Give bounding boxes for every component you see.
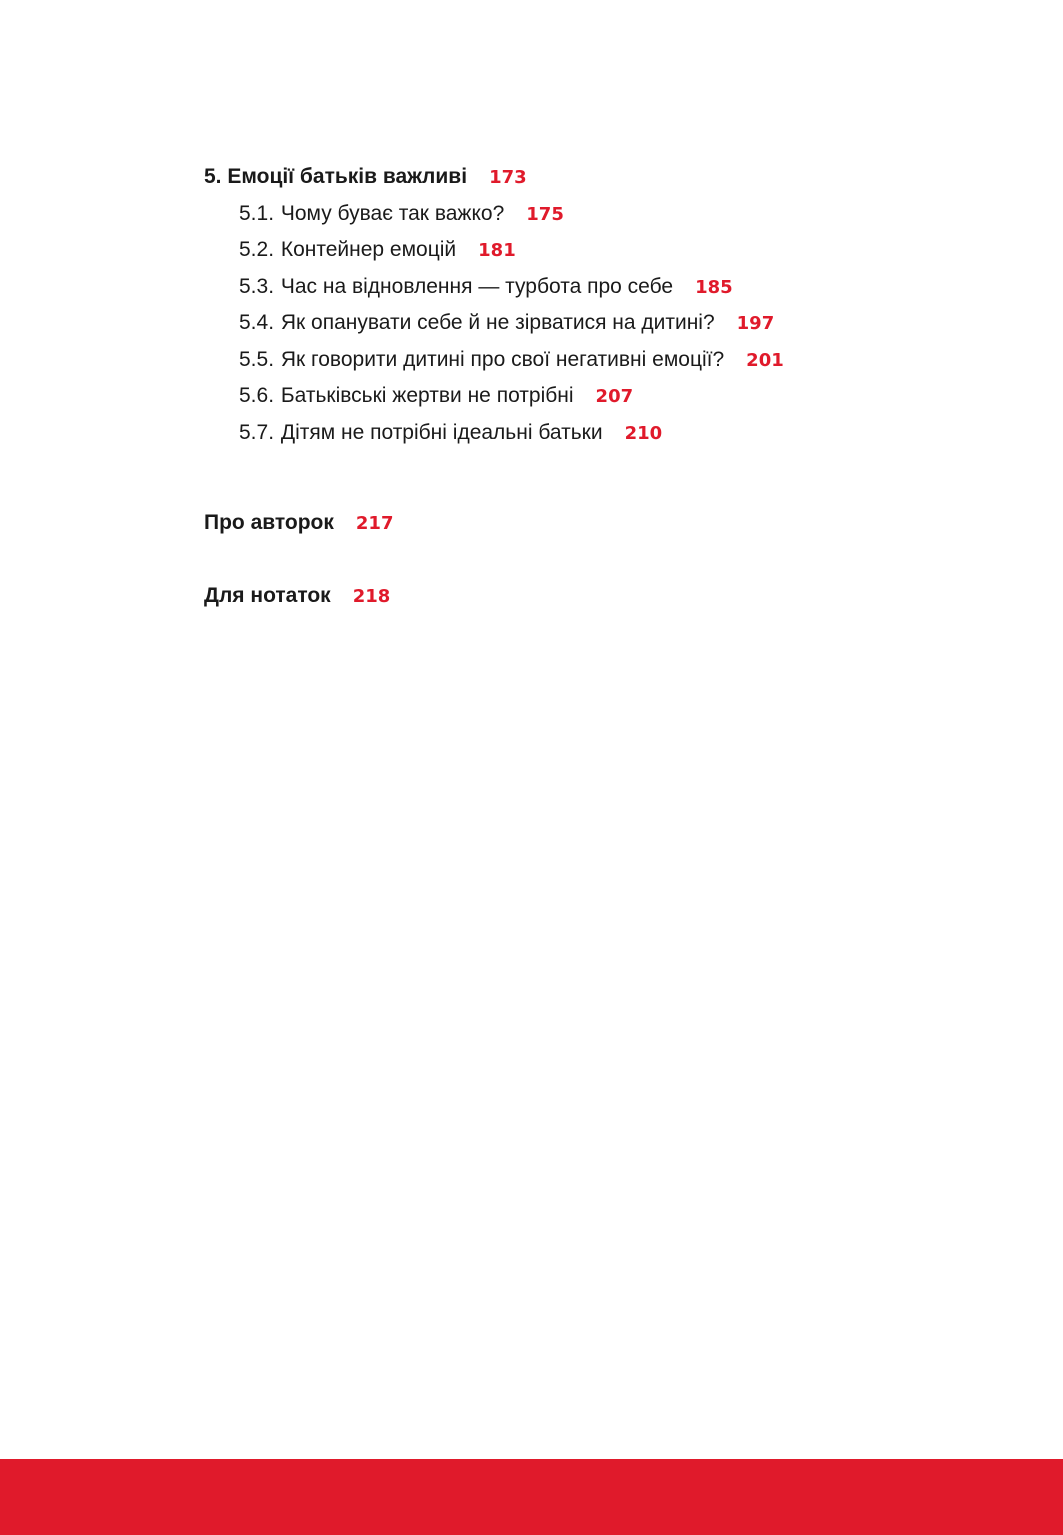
section-notes[interactable] xyxy=(204,581,390,612)
footer-red-band xyxy=(0,1459,1063,1535)
toc-item-page-number: 201 xyxy=(746,350,784,371)
chapter-entry[interactable] xyxy=(204,162,527,193)
toc-item-page-number: 181 xyxy=(478,240,516,261)
toc-item-number: 5.7. xyxy=(239,421,275,444)
toc-item-page-number: 175 xyxy=(526,204,564,225)
section-page-number: 218 xyxy=(352,586,391,607)
toc-item-5-7[interactable] xyxy=(239,418,662,449)
toc-item-5-2[interactable] xyxy=(239,235,516,266)
toc-item-title: Дітям не потрібні ідеальні батьки xyxy=(280,421,603,444)
toc-item-5-6[interactable] xyxy=(239,381,633,412)
toc-item-title: Контейнер емоцій xyxy=(280,238,457,261)
toc-item-number: 5.2. xyxy=(239,238,275,261)
toc-item-5-5[interactable] xyxy=(239,345,784,376)
toc-item-number: 5.3. xyxy=(239,275,275,298)
toc-item-5-3[interactable] xyxy=(239,272,733,303)
chapter-page-number: 173 xyxy=(489,167,527,188)
toc-item-number: 5.4. xyxy=(239,311,275,334)
section-page-number: 217 xyxy=(355,513,394,534)
toc-item-number: 5.1. xyxy=(239,202,275,225)
chapter-title: 5. Емоції батьків важливі xyxy=(204,165,468,188)
toc-item-title: Як опанувати себе й не зірватися на дитині? xyxy=(280,311,715,334)
toc-item-page-number: 207 xyxy=(595,386,634,407)
toc-item-number: 5.6. xyxy=(239,384,275,407)
section-title: Про авторок xyxy=(204,511,334,534)
toc-item-5-4[interactable] xyxy=(239,308,774,339)
toc-item-page-number: 185 xyxy=(695,277,733,298)
toc-item-number: 5.5. xyxy=(239,348,275,371)
toc-item-title: Чому буває так важко? xyxy=(280,202,505,225)
toc-item-5-1[interactable] xyxy=(239,199,564,230)
toc-item-page-number: 197 xyxy=(736,313,775,334)
section-title: Для нотаток xyxy=(204,584,331,607)
toc-item-page-number: 210 xyxy=(624,423,663,444)
toc-item-title: Час на відновлення — турбота про себе xyxy=(280,275,674,298)
section-about-authors[interactable] xyxy=(204,508,393,539)
toc-item-title: Як говорити дитині про свої негативні емоції? xyxy=(280,348,725,371)
toc-item-title: Батьківські жертви не потрібні xyxy=(280,384,574,407)
